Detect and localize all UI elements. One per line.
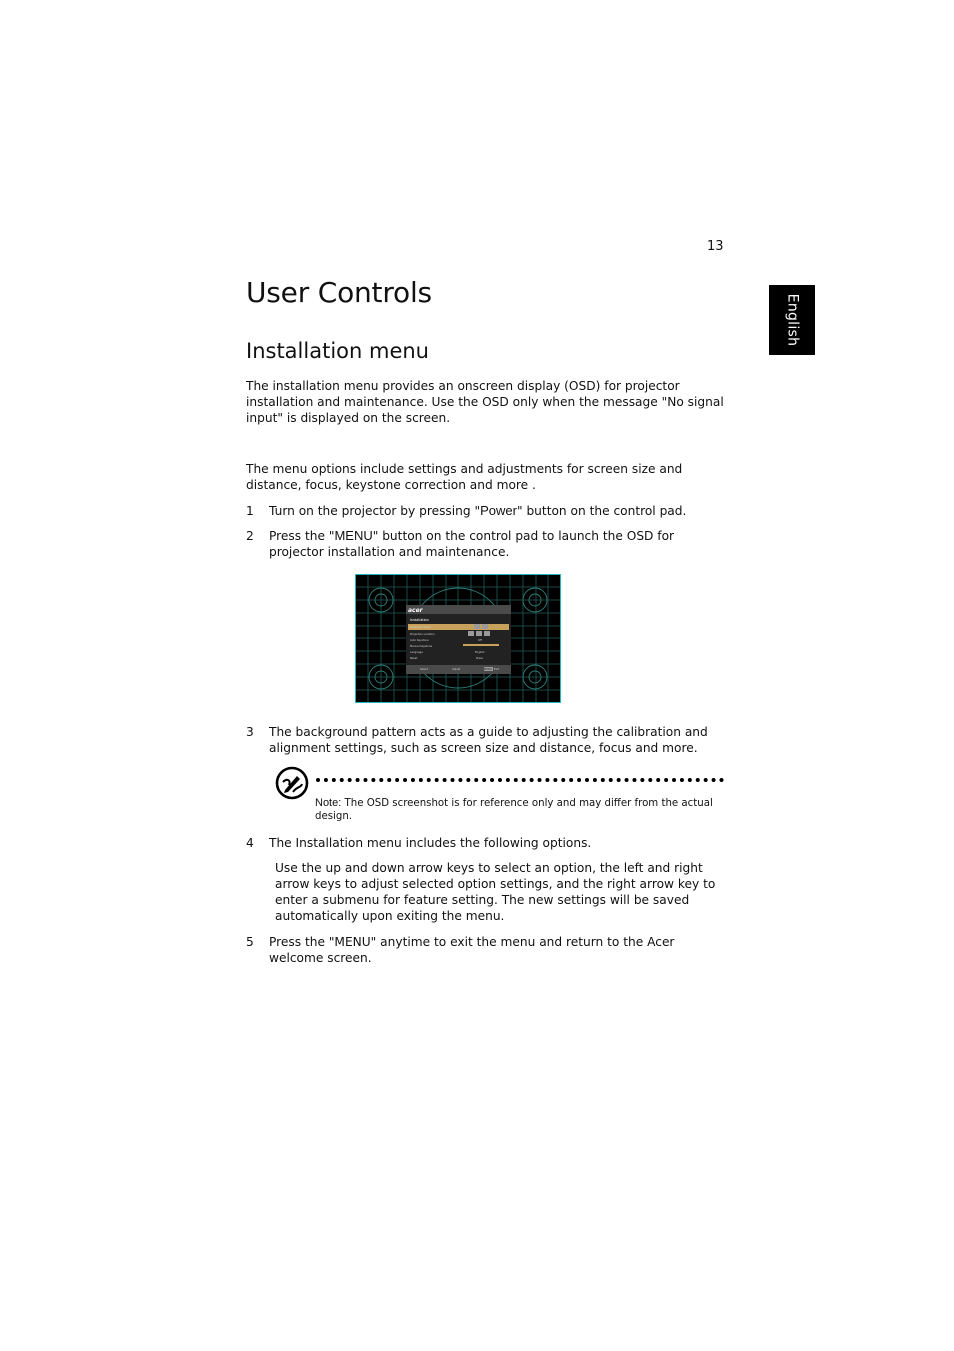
svg-text:Off: Off	[478, 639, 482, 642]
svg-text:Exit: Exit	[494, 668, 499, 671]
svg-text:Manual Keystone: Manual Keystone	[410, 645, 433, 648]
options-intro-paragraph: The menu options include settings and adjustments for screen size and distance, focus, keystone correction and more .	[246, 462, 683, 492]
note-divider	[316, 778, 724, 782]
svg-text:Language: Language	[410, 651, 423, 654]
section-title: Installation menu	[246, 339, 429, 363]
note-text: The OSD screenshot is for reference only and may differ from the actual design.	[315, 798, 713, 822]
menu-key-label: MENU	[334, 528, 373, 543]
step-number: 5	[246, 935, 254, 949]
step-number: 4	[246, 836, 254, 850]
svg-text:Press: Press	[476, 657, 483, 660]
step-4-detail: Use the up and down arrow keys to select an option, the left and right arrow keys to adjust selected option settings, and the right arrow key to enter a submenu for feature setting. The new settings will be saved automatically upon exiting the menu.	[275, 861, 716, 923]
osd-pattern	[356, 575, 560, 702]
language-tab	[769, 285, 815, 355]
osd-brand: acer	[408, 607, 423, 614]
svg-text:MENU: MENU	[484, 668, 492, 671]
note	[315, 797, 715, 823]
step-number: 1	[246, 504, 254, 518]
svg-text:Reset: Reset	[410, 657, 418, 660]
step-4: 4 The Installation menu includes the following options.	[246, 836, 592, 850]
svg-text:Adjust: Adjust	[452, 668, 461, 671]
step-1: 1 Turn on the projector by pressing "Power" button on the control pad.	[246, 503, 687, 518]
svg-text:Auto Keystone: Auto Keystone	[410, 639, 429, 642]
note-pen-icon	[275, 766, 309, 800]
step-5: 5 Press the "MENU" anytime to exit the menu and return to the Acer welcome screen.	[246, 935, 675, 965]
svg-text:Projection Location: Projection Location	[410, 633, 435, 636]
language-tab-label: English	[784, 293, 800, 347]
svg-text:English: English	[475, 651, 485, 654]
step-number: 3	[246, 725, 254, 739]
svg-text:Select: Select	[420, 668, 429, 671]
page-number: 13	[707, 239, 724, 254]
page-title: User Controls	[246, 276, 432, 309]
osd-screenshot	[355, 574, 561, 703]
step-number: 2	[246, 529, 254, 543]
power-key-label: Power	[480, 503, 517, 518]
step-3: 3 The background pattern acts as a guide to adjusting the calibration and alignment settings, such as screen size and distance, focus and more.	[246, 725, 708, 755]
note-label: Note:	[315, 797, 342, 809]
step-2: 2 Press the "MENU" button on the control pad to launch the OSD for projector installation and maintenance.	[246, 528, 675, 559]
svg-text:Projection Mode: Projection Mode	[410, 626, 431, 629]
intro-paragraph: The installation menu provides an onscreen display (OSD) for projector installation and maintenance. Use the OSD only when the message "No signal input" is displayed on the screen.	[246, 379, 724, 425]
osd-menu-title: Installation	[410, 618, 429, 622]
